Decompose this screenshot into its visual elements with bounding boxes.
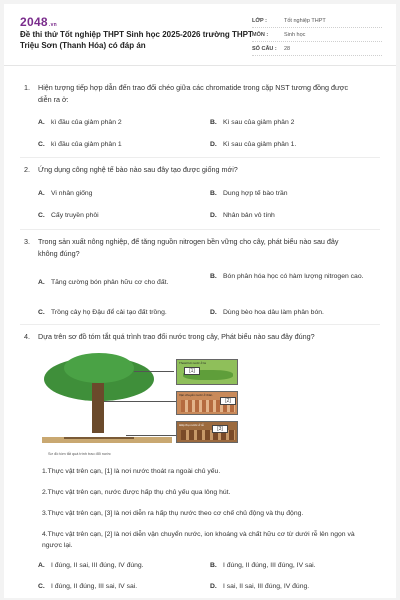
option-letter: A.: [38, 562, 45, 569]
option-letter: A.: [38, 279, 45, 286]
option-text: Trồng cây họ Đậu để cải tạo đất trồng.: [51, 309, 167, 316]
option-text: Kì sau của giảm phân 2: [223, 119, 295, 126]
exam-page: [4, 4, 396, 598]
statement-3: 3.Thực vật trên cạn, [3] là nơi diễn ra hấp thụ nước theo cơ chế chủ động và thụ động.: [42, 510, 304, 517]
option-text: Kì sau của giảm phân 1.: [223, 141, 297, 148]
option-c[interactable]: [38, 308, 203, 318]
exam-header: [4, 4, 396, 66]
option-letter: C.: [38, 212, 45, 219]
question-3: [24, 236, 359, 259]
option-text: Vi nhân giống: [51, 190, 93, 197]
root-panel: [176, 421, 238, 443]
question-number: 4.: [24, 332, 30, 341]
option-text: Nhân bản vô tính: [223, 212, 275, 219]
pointer-line: [134, 371, 174, 372]
option-text: Cấy truyền phôi: [51, 212, 99, 219]
statement-2: 2.Thực vật trên cạn, nước được hấp thụ chủ yếu qua lông hút.: [42, 489, 231, 496]
divider: [20, 229, 380, 230]
option-letter: C.: [38, 141, 45, 148]
question-text: Hiện tượng tiếp hợp dẫn đến trao đổi chéo giữa các chromatide trong cặp NST tương đồng được diễn ra ở:: [38, 83, 349, 104]
info-key: LỚP :: [252, 17, 267, 24]
info-value: 28: [284, 45, 291, 52]
exam-title: Đề thi thử Tốt nghiệp THPT Sinh học 2025-2026 trường THPT Triệu Sơn (Thanh Hóa) có đáp án: [20, 30, 253, 50]
statement-4: 4.Thực vật trên cạn, [2] là nơi diễn vận chuyển nước, ion khoáng và chất hữu cơ từ dưới rễ lên ngọn và ngược lại.: [42, 531, 355, 549]
option-letter: C.: [38, 583, 45, 590]
figure-caption: Sơ đồ tóm tắt quá trình trao đổi nước: [48, 452, 111, 456]
tree-canopy-top: [64, 353, 134, 383]
option-text: I đúng, II đúng, III sai, IV sai.: [51, 583, 138, 590]
pointer-line: [126, 435, 176, 436]
option-letter: B.: [210, 562, 217, 569]
option-a[interactable]: [38, 561, 203, 571]
panel-title: Hấp thụ nước ở rễ: [179, 423, 204, 427]
option-d[interactable]: [210, 582, 375, 592]
panel-title: Vận chuyển nước ở thân: [179, 393, 213, 397]
option-letter: D.: [210, 583, 217, 590]
option-letter: A.: [38, 190, 45, 197]
question-text: Ứng dụng công nghệ tế bào nào sau đây tạo được giống mới?: [38, 165, 238, 174]
question-text: Trong sản xuất nông nghiệp, để tăng nguồn nitrogen bền vững cho cây, phát biểu nào sau đây không đúng?: [38, 237, 339, 258]
option-text: kì đầu của giảm phân 1: [51, 141, 122, 148]
info-row-subject: [252, 28, 382, 42]
option-letter: B.: [210, 190, 217, 197]
question-number: 3.: [24, 237, 30, 246]
question-1: [24, 82, 359, 105]
tree-roots: [64, 431, 134, 439]
option-text: I sai, II sai, III đúng, IV đúng.: [223, 583, 310, 590]
option-c[interactable]: [38, 140, 188, 150]
logo-text: 2048: [20, 15, 48, 29]
option-letter: D.: [210, 212, 217, 219]
water-exchange-diagram: [34, 355, 334, 459]
statement-1: 1.Thực vật trên cạn, [1] là nơi nước thoát ra ngoài chủ yếu.: [42, 468, 221, 475]
question-2: [24, 164, 359, 176]
info-key: MÔN :: [252, 31, 269, 38]
option-letter: D.: [210, 141, 217, 148]
option-b[interactable]: [210, 272, 375, 282]
option-c[interactable]: [38, 582, 203, 592]
question-number: 1.: [24, 83, 30, 92]
option-d[interactable]: [210, 140, 370, 150]
option-b[interactable]: [210, 561, 375, 571]
option-letter: A.: [38, 119, 45, 126]
option-letter: C.: [38, 309, 45, 316]
question-4: [24, 331, 359, 343]
option-text: Dung hợp tế bào trần: [223, 190, 288, 197]
panel-title: Thoát hơi nước ở lá: [179, 361, 206, 365]
option-b[interactable]: [210, 118, 370, 128]
tree-trunk: [92, 383, 104, 433]
info-value: Sinh học: [284, 31, 306, 38]
option-text: I đúng, II sai, III đúng, IV đúng.: [51, 562, 144, 569]
option-text: kì đầu của giảm phân 2: [51, 119, 122, 126]
option-text: Bón phân hóa học có hàm lượng nitrogen cao.: [223, 273, 364, 280]
option-text: I đúng, II đúng, III đúng, IV sai.: [223, 562, 316, 569]
info-value: Tốt nghiệp THPT: [284, 17, 326, 24]
option-a[interactable]: [38, 189, 188, 199]
info-row-count: [252, 42, 382, 56]
logo-suffix: .vn: [48, 22, 58, 28]
option-letter: B.: [210, 273, 217, 280]
pointer-line: [104, 401, 176, 402]
option-text: Tăng cường bón phân hữu cơ cho đất.: [51, 279, 169, 286]
question-number: 2.: [24, 165, 30, 174]
option-c[interactable]: [38, 211, 188, 221]
option-text: Dùng bèo hoa dâu làm phân bón.: [223, 309, 324, 316]
info-row-class: [252, 14, 382, 28]
exam-info-table: [252, 14, 382, 56]
divider: [20, 324, 380, 325]
option-a[interactable]: [38, 118, 188, 128]
question-text: Dựa trên sơ đồ tóm tắt quá trình trao đổi nước trong cây, Phát biểu nào sau đây đúng?: [38, 332, 315, 341]
label-3: [3]: [212, 425, 228, 433]
info-key: SỐ CÂU :: [252, 45, 277, 52]
option-b[interactable]: [210, 189, 370, 199]
option-d[interactable]: [210, 211, 370, 221]
label-1: [1]: [184, 367, 200, 375]
option-letter: D.: [210, 309, 217, 316]
option-d[interactable]: [210, 308, 375, 318]
site-logo[interactable]: [20, 15, 57, 29]
label-2: [2]: [220, 397, 236, 405]
divider: [20, 157, 380, 158]
option-letter: B.: [210, 119, 217, 126]
option-a[interactable]: [38, 278, 203, 288]
